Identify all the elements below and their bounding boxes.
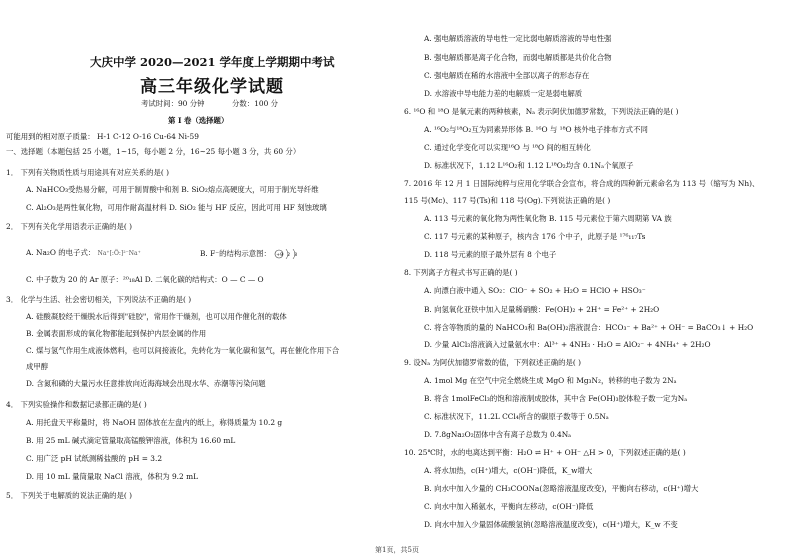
option-line: D. 少量 AlCl₃溶液滴入过量氨水中：Al³⁺ + 4NH₃ · H₂O = AlO₂⁻ + 4NH₄⁺ + 2H₂O: [424, 340, 711, 349]
option-line: A. 将水加热，c(H⁺)增大，c(OH⁻)降低，K_w增大: [424, 466, 593, 475]
option-line: C. 通过化学变化可以实现¹⁶O 与 ¹⁸O 间的相互转化: [424, 143, 591, 152]
option-line: A. 113 号元素的氧化物为两性氧化物 B. 115 号元素位于第六周期第 VA 族: [424, 214, 672, 223]
option-line: D. 含氮和磷的大量污水任意排放向近海海域会出现水华、赤潮等污染问题: [26, 379, 266, 388]
right-column: [398, 0, 786, 560]
section-heading: 一、选择题（本题包括 25 小题，1~15，每小题 2 分，16~25 每小题 3 分，共 60 分）: [6, 147, 301, 156]
question-line: 8. 下列离子方程式书写正确的是( ): [404, 268, 518, 277]
svg-text:8: 8: [294, 252, 298, 258]
option-line: A. 硅酸凝胶经干燥脱水后得到"硅胶"，常用作干燥剂，也可以用作催化剂的载体: [26, 312, 287, 321]
left-column: [0, 0, 388, 560]
question-line: 10. 25℃时，水的电离达到平衡：H₂O ⇌ H⁺ + OH⁻ △H > 0，下列叙述正确的是( ): [404, 448, 686, 457]
na2o-electron-formula: Na⁺[:Ö:]²⁻Na⁺: [97, 250, 141, 257]
option-line: C. 117 号元素的某种原子，核内含 176 个中子，此原子是 ¹⁷⁶₁₁₇Ts: [424, 232, 646, 241]
question-line: 115 号(Mc)、117 号(Ts)和 118 号(Og).下列说法正确的是( ): [404, 196, 611, 205]
option-text: B. F⁻的结构示意图：: [200, 249, 271, 258]
option-line: B. 金属表面形成的氧化物都能起到保护内层金属的作用: [26, 329, 207, 338]
option-line: [26, 248, 141, 258]
option-line: A. ¹⁶O₂与¹⁸O₂互为同素异形体 B. ¹⁶O 与 ¹⁸O 核外电子排布方式不同: [424, 125, 648, 134]
part-heading: 第 I 卷（选择题）: [168, 116, 229, 125]
svg-text:+9: +9: [276, 252, 284, 258]
option-text: A. Na₂O 的电子式：: [26, 248, 96, 257]
question-line: 2． 下列有关化学用语表示正确的是( ): [6, 222, 133, 231]
option-line: A. 强电解质溶液的导电性一定比弱电解质溶液的导电性强: [424, 34, 612, 43]
option-line: A. NaHCO₃受热易分解，可用于制胃酸中和剂 B. SiO₂熔点高硬度大，可用于制光导纤维: [26, 185, 319, 194]
option-line: B. 向氢氧化亚铁中加入足量稀硝酸：Fe(OH)₂ + 2H⁺ = Fe²⁺ + 2H₂O: [424, 305, 660, 314]
fluoride-ion-structure-diagram: [273, 248, 309, 260]
option-line: C. 将含等物质的量的 NaHCO₃和 Ba(OH)₂溶液混合：HCO₃⁻ + Ba²⁺ + OH⁻ = BaCO₃↓ + H₂O: [424, 323, 754, 332]
option-line: D. 向水中加入少量固体硫酸氢钠(忽略溶液温度改变)，c(H⁺)增大，K_w 不变: [424, 520, 678, 529]
question-line: 6. ¹⁶O 和 ¹⁸O 是氧元素的两种核素，Nₐ 表示阿伏加德罗常数，下列说法正确的是( ): [404, 107, 679, 116]
question-line: 3． 化学与生活、社会密切相关，下列说法不正确的是( ): [6, 295, 192, 304]
school-header: 大庆中学 2020—2021 学年度上学期期中考试: [90, 55, 335, 69]
option-line: A. 向漂白液中通入 SO₂：ClO⁻ + SO₂ + H₂O = HClO + HSO₃⁻: [424, 286, 646, 295]
option-line: D. 用 10 mL 量筒量取 NaCl 溶液，体积为 9.2 mL: [26, 472, 198, 481]
option-line: 成甲醇: [26, 362, 49, 371]
option-line: B. 强电解质都是离子化合物，而弱电解质都是共价化合物: [424, 53, 612, 62]
option-line: C. 用广泛 pH 试纸测稀盐酸的 pH = 3.2: [26, 454, 163, 463]
option-line: D. 水溶液中导电能力差的电解质一定是弱电解质: [424, 89, 583, 98]
option-line: B. 向水中加入少量的 CH₃COONa(忽略溶液温度改变)，平衡向右移动，c(H⁺)增大: [424, 484, 699, 493]
option-line: D. 标准状况下，1.12 L¹⁶O₂和 1.12 L¹⁸O₂均含 0.1Nₐ个氧原子: [424, 161, 634, 170]
option-line: C. 中子数为 20 的 Ar 原子：²⁰₁₈Al D. 二氧化碳的结构式：O — C — O: [26, 275, 264, 284]
option-line: B. 将含 1molFeCl₃的饱和溶液制成胶体，其中含 Fe(OH)₃胶体粒子数一定为Nₐ: [424, 394, 688, 403]
option-line: D. 118 号元素的原子最外层有 8 个电子: [424, 250, 557, 259]
option-line: A. 用托盘天平称量时，将 NaOH 固体放在左盘内的纸上，称得质量为 10.2 g: [26, 418, 283, 427]
option-line: C. 强电解质在稀的水溶液中全部以离子的形态存在: [424, 71, 590, 80]
svg-text:2: 2: [287, 252, 291, 258]
question-line: 7. 2016 年 12 月 1 日国际纯粹与应用化学联合会宣布，将合成的四种新元素命名为 113 号（缩写为 Nh)、: [404, 179, 760, 188]
option-line: B. 用 25 mL 碱式滴定管量取高锰酸钾溶液，体积为 16.60 mL: [26, 436, 236, 445]
page-title: 高三年级化学试题: [140, 77, 284, 97]
option-line: C. 煤与氢气作用生成液体燃料，也可以间接液化，先转化为一氧化碳和氢气，再在催化作用下合: [26, 346, 340, 355]
option-line: C. 标准状况下，11.2L CCl₄所含的碳原子数等于 0.5Nₐ: [424, 412, 609, 421]
option-line: C. Al₂O₃是两性氧化物，可用作耐高温材料 D. SiO₂ 能与 HF 反应，因此可用 HF 刻蚀玻璃: [26, 203, 327, 212]
option-line: [200, 248, 309, 260]
question-line: 4． 下列实验操作和数据记录都正确的是( ): [6, 400, 147, 409]
option-line: A. 1mol Mg 在空气中完全燃烧生成 MgO 和 Mg₃N₂，转移的电子数为 2Nₐ: [424, 376, 677, 385]
exam-time: 考试时间：90 分钟: [141, 99, 205, 108]
question-line: 5． 下列关于电解质的说法正确的是( ): [6, 491, 133, 500]
question-line: 9. 设Nₐ 为阿伏加德罗常数的值，下列叙述正确的是( ): [404, 358, 581, 367]
page-footer: 第1页，共5页: [375, 546, 419, 554]
exam-score: 分数：100 分: [232, 99, 279, 108]
option-line: D. 7.8gNa₂O₂固体中含有离子总数为 0.4Nₐ: [424, 430, 572, 439]
atomic-masses: 可能用到的相对原子质量： H-1 C-12 O-16 Cu-64 Ni-59: [6, 132, 199, 141]
question-line: 1． 下列有关物质性质与用途具有对应关系的是( ): [6, 168, 169, 177]
option-line: C. 向水中加入稀氨水，平衡向左移动，c(OH⁻)降低: [424, 502, 594, 511]
